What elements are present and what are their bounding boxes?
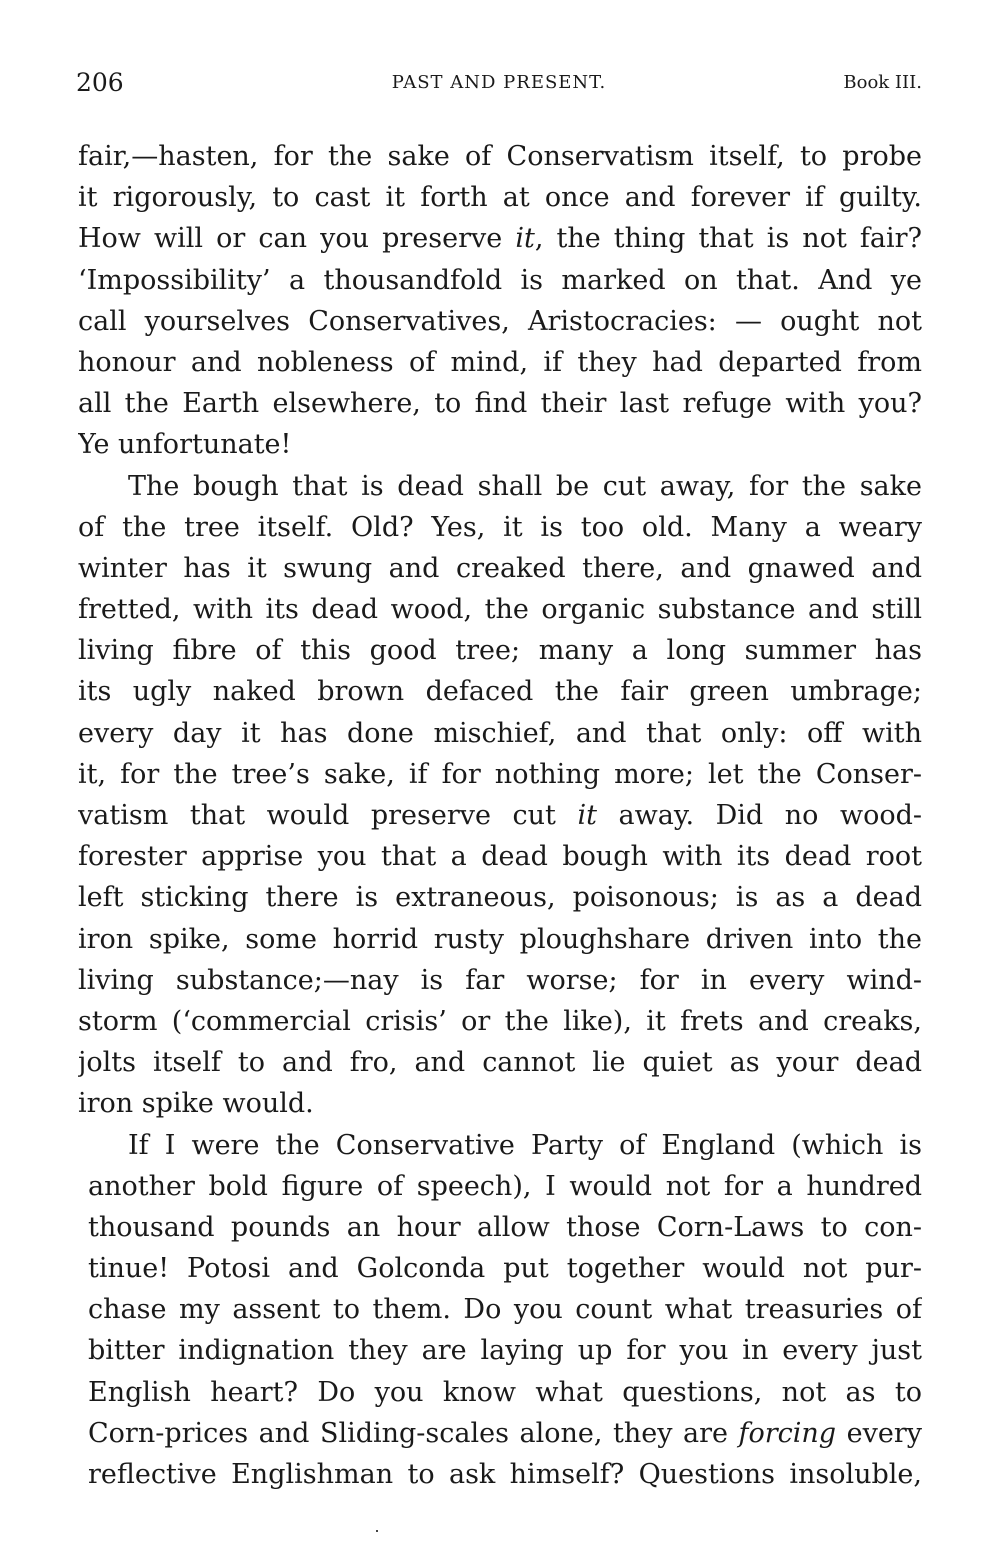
text-line: Corn-prices and Sliding-scales alone, they are forcing every xyxy=(88,1417,922,1449)
text-line: vatism that would preserve cut it away. Did no wood- xyxy=(78,800,922,831)
text-line: of the tree itself. Old? Yes, it is too old. Many a weary xyxy=(78,511,922,543)
text-line: it, for the tree’s sake, if for nothing more; let the Conser- xyxy=(78,758,922,790)
book-label: Book III. xyxy=(843,72,922,93)
text-line: living substance;—nay is far worse; for in every wind- xyxy=(78,964,922,996)
text-line: winter has it swung and creaked there, and gnawed and xyxy=(78,552,922,584)
print-speck xyxy=(376,1530,378,1532)
text-line: storm (‘commercial crisis’ or the like), it frets and creaks, xyxy=(78,1005,922,1037)
text-line: another bold figure of speech), I would not for a hundred xyxy=(88,1170,922,1202)
running-header xyxy=(76,68,922,104)
text-line: it rigorously, to cast it forth at once and forever if guilty. xyxy=(78,182,922,214)
text-line: left sticking there is extraneous, poisonous; is as a dead xyxy=(78,882,922,914)
text-line: honour and nobleness of mind, if they had departed from xyxy=(78,346,922,378)
running-title: PAST AND PRESENT. xyxy=(391,72,607,93)
paragraph-first-line: The bough that is dead shall be cut away, for the sake xyxy=(128,470,922,502)
text-line: iron spike, some horrid rusty ploughshare driven into the xyxy=(78,923,922,955)
text-line: living fibre of this good tree; many a long summer has xyxy=(78,635,922,667)
text-line: chase my assent to them. Do you count what treasuries of xyxy=(88,1294,922,1326)
text-line: forester apprise you that a dead bough with its dead root xyxy=(78,841,922,873)
text-line: English heart? Do you know what questions, not as to xyxy=(88,1376,922,1408)
text-line: tinue! Potosi and Golconda put together would not pur- xyxy=(88,1253,922,1285)
paragraph-first-line: If I were the Conservative Party of England (which is xyxy=(128,1129,922,1161)
text-line: its ugly naked brown defaced the fair green umbrage; xyxy=(78,676,922,708)
text-line: fretted, with its dead wood, the organic substance and still xyxy=(78,594,922,626)
text-line: ‘Impossibility’ a thousandfold is marked on that. And ye xyxy=(78,264,922,296)
text-line: bitter indignation they are laying up for you in every just xyxy=(88,1335,922,1367)
emphasis: it xyxy=(577,800,597,831)
page-body xyxy=(78,136,922,1495)
text-line: Ye unfortunate! xyxy=(78,429,292,461)
text-line: all the Earth elsewhere, to find their last refuge with you? xyxy=(78,388,922,420)
text-line: call yourselves Conservatives, Aristocracies: — ought not xyxy=(78,305,922,337)
text-line: iron spike would. xyxy=(78,1088,314,1120)
emphasis: forcing xyxy=(738,1417,837,1449)
text-line: How will or can you preserve it, the thing that is not fair? xyxy=(78,223,922,255)
text-line: jolts itself to and fro, and cannot lie quiet as your dead xyxy=(78,1047,922,1079)
text-line: reflective Englishman to ask himself? Questions insoluble, xyxy=(88,1459,922,1490)
text-line: fair,—hasten, for the sake of Conservatism itself, to probe xyxy=(78,141,922,172)
text-line: every day it has done mischief, and that only: off with xyxy=(78,717,922,749)
text-line: thousand pounds an hour allow those Corn-Laws to con- xyxy=(88,1211,922,1243)
emphasis: it xyxy=(515,223,535,255)
page-number: 206 xyxy=(76,68,124,97)
